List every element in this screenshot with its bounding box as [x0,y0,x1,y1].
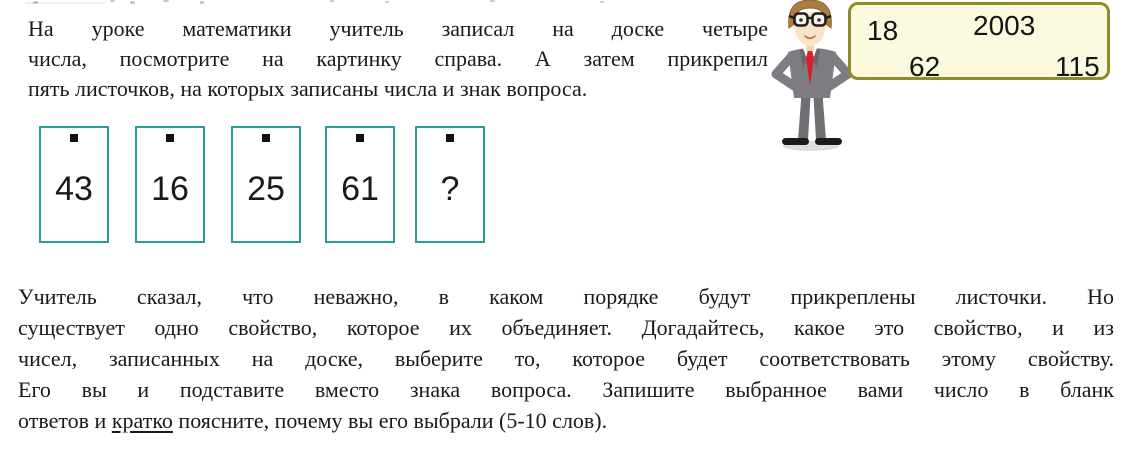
cropped-text-artifact [490,0,495,2]
task-line: Учитель сказал, что неважно, в каком порядке будут прикреплены листочки. Но [18,284,1114,309]
board-number: 62 [909,51,941,82]
number-card [231,126,301,243]
task-line: чисел, записанных на доске, выберите то, которое будет соответствовать этому свойству. [18,346,1114,371]
card-value: 61 [341,170,379,208]
board-number: 2003 [973,10,1036,41]
task-underlined-word: кратко [111,408,173,433]
task-line: Его вы и подставите вместо знака вопроса. Запишите выбранное вами число в бланк [18,377,1114,402]
cropped-text-artifact [200,1,204,4]
pin-icon [446,134,454,142]
pin-icon [262,134,270,142]
card-value: 43 [55,170,93,208]
teacher-eye [817,18,821,22]
teacher-eye [799,18,803,22]
teacher-shoe [782,138,809,145]
cropped-text-artifact [163,0,169,2]
cropped-text-artifact [33,1,38,4]
task-last-pre: ответов и [18,408,112,433]
pin-icon [70,134,78,142]
cropped-text-artifact [600,1,604,3]
number-card [415,126,485,243]
pin-icon [356,134,364,142]
number-card [135,126,205,243]
cropped-text-artifact [110,0,115,2]
card-value: ? [440,170,460,208]
pin-icon [166,134,174,142]
teacher-illustration [766,0,860,152]
task-paragraph [18,281,1114,436]
task-line-last [18,405,1114,436]
board-number: 115 [1055,51,1100,82]
card-value: 16 [151,170,189,208]
board-number: 18 [867,15,899,46]
intro-line: числа, посмотрите на картинку справа. А затем прикрепил [28,46,768,71]
cropped-text-artifact [130,1,135,4]
task-line: существует одно свойство, которое их объединяет. Догадайтесь, какое это свойство, и из [18,315,1114,340]
cropped-text-artifact [385,1,389,3]
task-last-post: поясните, почему вы его выбрали (5-10 слов). [172,408,608,433]
intro-paragraph [28,14,768,104]
number-board [848,2,1110,80]
number-card [325,126,395,243]
cropped-text-artifact [330,0,334,2]
card-value: 25 [247,170,285,208]
intro-line: На уроке математики учитель записал на доске четыре [28,16,768,41]
number-card [39,126,109,243]
intro-line: пять листочков, на которых записаны числа и знак вопроса. [28,76,588,101]
teacher-shoe [815,138,842,145]
